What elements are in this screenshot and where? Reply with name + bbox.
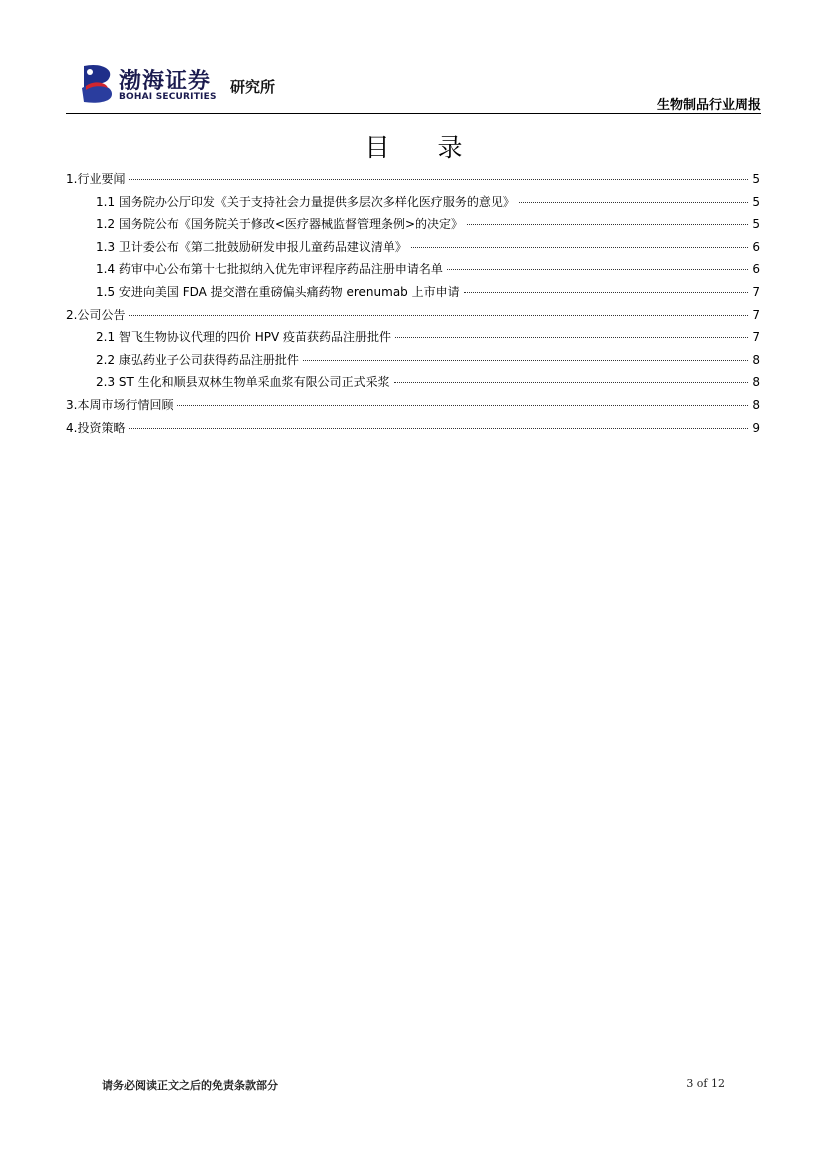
toc-entry[interactable]: [66, 281, 760, 304]
toc-entry-label: 2.1 智飞生物协议代理的四价 HPV 疫苗获药品注册批件: [96, 330, 391, 345]
toc-entry-label: 1.1 国务院办公厅印发《关于支持社会力量提供多层次多样化医疗服务的意见》: [96, 194, 515, 209]
toc-entry[interactable]: [66, 371, 760, 394]
toc-entry-page: 8: [752, 397, 760, 412]
toc-dot-leader: [129, 179, 748, 180]
toc-dot-leader: [177, 405, 748, 406]
table-of-contents: [66, 168, 760, 439]
bohai-logo-icon: [78, 62, 118, 104]
logo-english-name: BOHAI SECURITIES: [119, 92, 217, 102]
toc-entry-label: 1.2 国务院公布《国务院关于修改<医疗器械监督管理条例>的决定》: [96, 217, 464, 232]
toc-entry-page: 7: [752, 284, 760, 299]
toc-dot-leader: [129, 315, 748, 316]
toc-entry-page: 7: [752, 330, 760, 345]
toc-entry[interactable]: [66, 304, 760, 327]
toc-dot-leader: [447, 269, 748, 270]
toc-entry[interactable]: [66, 394, 760, 417]
toc-entry[interactable]: [66, 349, 760, 372]
toc-entry[interactable]: [66, 326, 760, 349]
page-title: 目 录: [364, 133, 483, 162]
toc-entry[interactable]: [66, 168, 760, 191]
toc-dot-leader: [303, 360, 748, 361]
toc-entry-label: 2.3 ST 生化和顺县双林生物单采血浆有限公司正式采浆: [96, 375, 390, 390]
toc-dot-leader: [395, 337, 748, 338]
toc-entry-page: 6: [752, 239, 760, 254]
toc-dot-leader: [467, 224, 748, 225]
toc-dot-leader: [394, 382, 748, 383]
report-type: 生物制品行业周报: [656, 98, 761, 113]
logo-chinese-name: 渤海证券: [119, 68, 212, 94]
toc-entry[interactable]: [66, 191, 760, 214]
footer-disclaimer: 请务必阅读正文之后的免责条款部分: [102, 1079, 278, 1092]
toc-entry-label: 1.4 药审中心公布第十七批拟纳入优先审评程序药品注册申请名单: [96, 262, 443, 277]
toc-entry-page: 8: [752, 352, 760, 367]
toc-entry[interactable]: [66, 417, 760, 440]
toc-entry-page: 8: [752, 375, 760, 390]
company-logo: [78, 62, 308, 106]
toc-entry-label: 3.本周市场行情回顾: [66, 397, 174, 412]
toc-entry-page: 7: [752, 307, 760, 322]
toc-entry-label: 2.公司公告: [66, 307, 126, 322]
page-indicator: 3 of 12: [686, 1077, 725, 1090]
toc-entry[interactable]: [66, 236, 760, 259]
toc-entry-label: 1.行业要闻: [66, 172, 126, 186]
toc-entry-label: 1.3 卫计委公布《第二批鼓励研发申报儿童药品建议清单》: [96, 239, 407, 254]
toc-entry-page: 5: [752, 217, 760, 232]
toc-entry-page: 5: [752, 172, 760, 186]
toc-dot-leader: [411, 247, 748, 248]
toc-dot-leader: [129, 428, 748, 429]
toc-dot-leader: [464, 292, 748, 293]
toc-entry-label: 4.投资策略: [66, 420, 126, 435]
toc-entry-page: 6: [752, 262, 760, 277]
toc-entry[interactable]: [66, 213, 760, 236]
toc-entry-label: 2.2 康弘药业子公司获得药品注册批件: [96, 352, 299, 367]
toc-entry-page: 5: [752, 194, 760, 209]
toc-entry[interactable]: [66, 258, 760, 281]
header-divider: [66, 113, 761, 114]
toc-dot-leader: [519, 202, 748, 203]
institute-label: 研究所: [230, 78, 276, 96]
toc-entry-page: 9: [752, 420, 760, 435]
toc-entry-label: 1.5 安进向美国 FDA 提交潜在重磅偏头痛药物 erenumab 上市申请: [96, 284, 460, 299]
